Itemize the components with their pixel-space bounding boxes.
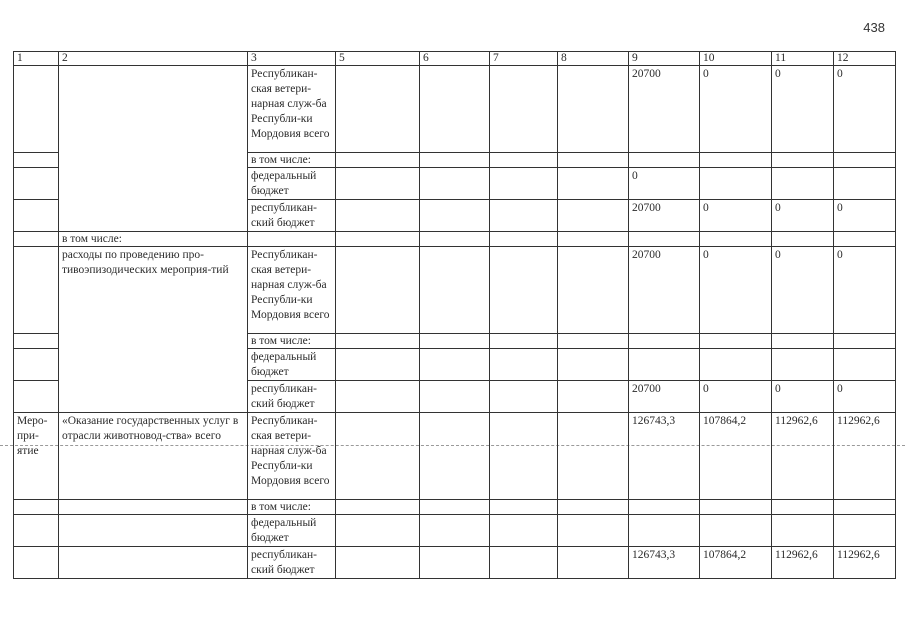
table-row — [14, 547, 896, 579]
header-cell: 8 — [558, 52, 629, 66]
cell-value: 20700 — [629, 200, 700, 232]
cell-value: 0 — [772, 381, 834, 413]
cell-value: 0 — [629, 168, 700, 200]
table-row — [14, 515, 896, 547]
header-cell: 12 — [834, 52, 896, 66]
cell-value: 126743,3 — [629, 413, 700, 500]
cell-value: 107864,2 — [700, 413, 772, 500]
cell-value: 0 — [834, 247, 896, 334]
cell-value: 0 — [772, 200, 834, 232]
header-cell: 7 — [490, 52, 558, 66]
cell-value: 0 — [772, 66, 834, 153]
cell-executor: федеральный бюджет — [248, 349, 336, 381]
cell-value: 112962,6 — [772, 413, 834, 500]
header-cell: 5 — [336, 52, 420, 66]
header-cell: 1 — [14, 52, 59, 66]
header-cell: 11 — [772, 52, 834, 66]
header-cell: 10 — [700, 52, 772, 66]
cell-value: 107864,2 — [700, 547, 772, 579]
page-number: 438 — [863, 20, 885, 35]
cell-description: расходы по проведению про-тивоэпизодических мероприя-тий — [59, 247, 248, 413]
cell-executor: в том числе: — [248, 153, 336, 168]
header-row — [14, 52, 896, 66]
budget-table — [13, 51, 896, 579]
cell-value: 20700 — [629, 66, 700, 153]
cell-value: 112962,6 — [834, 413, 896, 500]
cell-executor: республикан-ский бюджет — [248, 381, 336, 413]
cell-executor: в том числе: — [248, 334, 336, 349]
table-row — [14, 247, 896, 334]
table-row — [14, 500, 896, 515]
table-row — [14, 232, 896, 247]
cell-value: 0 — [834, 200, 896, 232]
cell-value: 126743,3 — [629, 547, 700, 579]
cell-value: 112962,6 — [772, 547, 834, 579]
cell-description — [59, 66, 248, 232]
cell-value: 0 — [700, 247, 772, 334]
header-cell: 6 — [420, 52, 490, 66]
cell-executor: в том числе: — [248, 500, 336, 515]
cell-value: 0 — [700, 200, 772, 232]
cell-value: 112962,6 — [834, 547, 896, 579]
header-cell: 2 — [59, 52, 248, 66]
cell-description: в том числе: — [59, 232, 248, 247]
cell-value: 0 — [772, 247, 834, 334]
cell-col1: Меро-при-ятие — [14, 413, 59, 500]
cell-value: 0 — [834, 66, 896, 153]
cell-executor: республикан-ский бюджет — [248, 547, 336, 579]
cell-value: 0 — [700, 66, 772, 153]
cell-description: «Оказание государственных услуг в отрасли животновод-ства» всего — [59, 413, 248, 500]
cell-executor: федеральный бюджет — [248, 515, 336, 547]
cell-executor: Республикан-ская ветери-нарная служ-ба Республи-ки Мордовия всего — [248, 66, 336, 153]
table-row — [14, 66, 896, 153]
cell-executor: федеральный бюджет — [248, 168, 336, 200]
cell-value: 0 — [834, 381, 896, 413]
cell-value: 20700 — [629, 381, 700, 413]
header-cell: 3 — [248, 52, 336, 66]
header-cell: 9 — [629, 52, 700, 66]
table-row — [14, 413, 896, 500]
cell-col1 — [14, 66, 59, 153]
cell-executor: Республикан-ская ветери-нарная служ-ба Республи-ки Мордовия всего — [248, 247, 336, 334]
cell-value: 20700 — [629, 247, 700, 334]
cell-executor: республикан-ский бюджет — [248, 200, 336, 232]
cell-executor: Республикан-ская ветери-нарная служ-ба Республи-ки Мордовия всего — [248, 413, 336, 500]
cell-value: 0 — [700, 381, 772, 413]
